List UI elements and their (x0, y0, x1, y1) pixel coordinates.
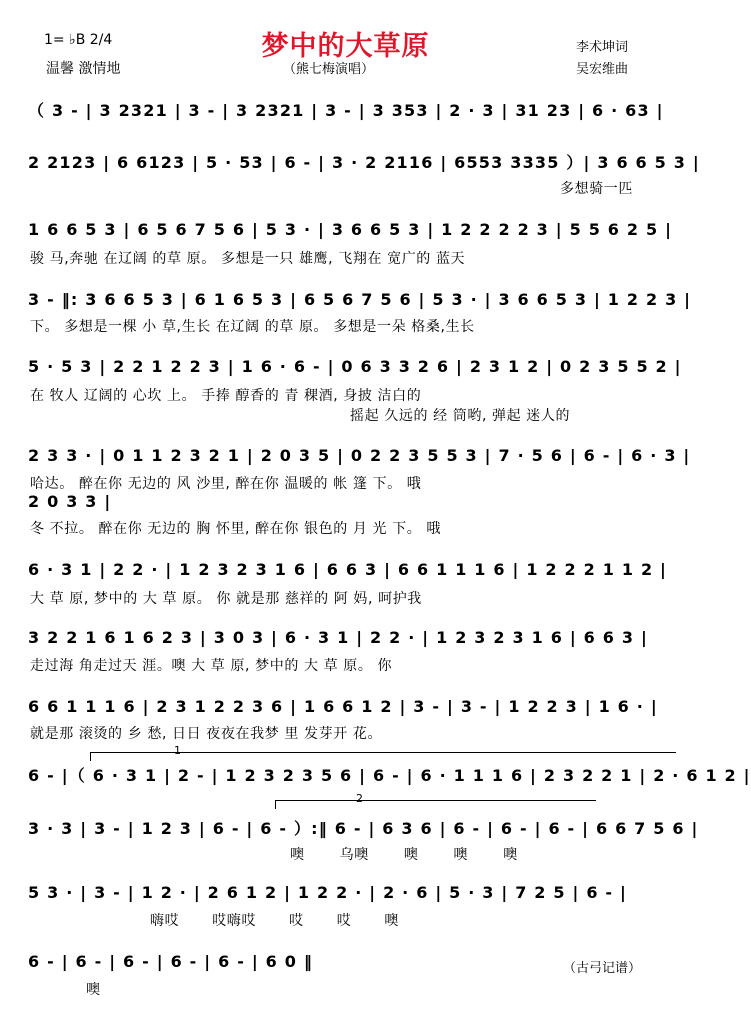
expression-marking: 温馨 激情地 (46, 61, 121, 77)
lyric-line-verse2: 摇起 久远的 经 筒哟, 弹起 迷人的 (350, 408, 571, 424)
singer-credit: （熊七梅演唱） (283, 62, 375, 77)
lyric-line: 冬 不拉。 醉在你 无边的 胸 怀里, 醉在你 银色的 月 光 下。 哦 (30, 521, 442, 537)
key-signature: 1= ♭B 2/4 (44, 32, 113, 48)
lyric-line: 骏 马,奔驰 在辽阔 的草 原。 多想是一只 雄鹰, 飞翔在 宽广的 蓝天 (30, 251, 466, 267)
lyric-line: 走过海 角走过天 涯。噢 大 草 原, 梦中的 大 草 原。 你 (30, 658, 393, 674)
lyricist-credit: 李术坤词 (576, 40, 629, 55)
notation-line: 2 3 3 · | 0 1 1 2 3 2 1 | 2 0 3 5 | 0 2 2 3 5 5 3 | 7 · 5 6 | 6 - | 6 · 3 | (28, 446, 691, 465)
composer-credit: 吴宏维曲 (576, 62, 629, 77)
second-ending-bracket (275, 800, 596, 809)
transcriber-note: （古弓记谱） (563, 961, 642, 976)
notation-line: 6 - | 6 - | 6 - | 6 - | 6 - | 6 0 ‖ (28, 952, 314, 971)
lyric-line: 多想骑一匹 (560, 181, 633, 197)
notation-line: 2 0 3 3 | (28, 492, 112, 511)
notation-line: 3 · 3 | 3 - | 1 2 3 | 6 - | 6 - ）:‖ 6 - | 6 3 6 | 6 - | 6 - | 6 - | 6 6 7 5 6 | (28, 819, 699, 838)
notation-line: 2 2123 | 6 6123 | 5 · 53 | 6 - | 3 · 2 2116 | 6553 3335 ）| 3 6 6 5 3 | (28, 153, 700, 172)
lyric-line: 就是那 滚烫的 乡 愁, 日日 夜夜在我梦 里 发芽开 花。 (30, 726, 383, 742)
lyric-line: 大 草 原, 梦中的 大 草 原。 你 就是那 慈祥的 阿 妈, 呵护我 (30, 591, 422, 607)
notation-line: 6 6 1 1 1 6 | 2 3 1 2 2 3 6 | 1 6 6 1 2 | 3 - | 3 - | 1 2 2 3 | 1 6 · | (28, 697, 658, 716)
lyric-line: 噢 (86, 982, 101, 998)
notation-line: 3 2 2 1 6 1 6 2 3 | 3 0 3 | 6 · 3 1 | 2 2 · | 1 2 3 2 3 1 6 | 6 6 3 | (28, 628, 648, 647)
notation-line: 5 · 5 3 | 2 2 1 2 2 3 | 1 6 · 6 - | 0 6 3 3 2 6 | 2 3 1 2 | 0 2 3 5 5 2 | (28, 357, 682, 376)
song-title: 梦中的大草原 (261, 31, 430, 62)
lyric-line: 哈达。 醉在你 无边的 风 沙里, 醉在你 温暖的 帐 篷 下。 哦 (30, 476, 422, 492)
second-ending-number: 2 (356, 792, 363, 805)
first-ending-number: 1 (174, 744, 181, 757)
notation-line: 6 · 3 1 | 2 2 · | 1 2 3 2 3 1 6 | 6 6 3 | 6 6 1 1 1 6 | 1 2 2 2 1 1 2 | (28, 560, 668, 579)
lyric-line: 噢 乌噢 噢 噢 噢 (290, 847, 518, 863)
lyric-line: 下。 多想是一棵 小 草,生长 在辽阔 的草 原。 多想是一朵 格桑,生长 (30, 319, 475, 335)
notation-line: 1 6 6 5 3 | 6 5 6 7 5 6 | 5 3 · | 3 6 6 5 3 | 1 2 2 2 2 3 | 5 5 6 2 5 | (28, 220, 673, 239)
notation-line: 5 3 · | 3 - | 1 2 · | 2 6 1 2 | 1 2 2 · | 2 · 6 | 5 · 3 | 7 2 5 | 6 - | (28, 883, 628, 902)
lyric-line: 在 牧人 辽阔的 心坎 上。 手捧 醇香的 青 稞酒, 身披 洁白的 (30, 388, 422, 404)
notation-line: 3 - ‖: 3 6 6 5 3 | 6 1 6 5 3 | 6 5 6 7 5 6 | 5 3 · | 3 6 6 5 3 | 1 2 2 3 | (28, 290, 692, 309)
notation-line: （ 3 - | 3 2321 | 3 - | 3 2321 | 3 - | 3 353 | 2 · 3 | 31 23 | 6 · 63 | (28, 101, 664, 120)
lyric-line: 嗨哎 哎嗨哎 哎 哎 噢 (150, 913, 400, 929)
notation-line: 6 - |（ 6 · 3 1 | 2 - | 1 2 3 2 3 5 6 | 6 - | 6 · 1 1 1 6 | 2 3 2 2 1 | 2 · 6 1 2 | (28, 766, 751, 785)
